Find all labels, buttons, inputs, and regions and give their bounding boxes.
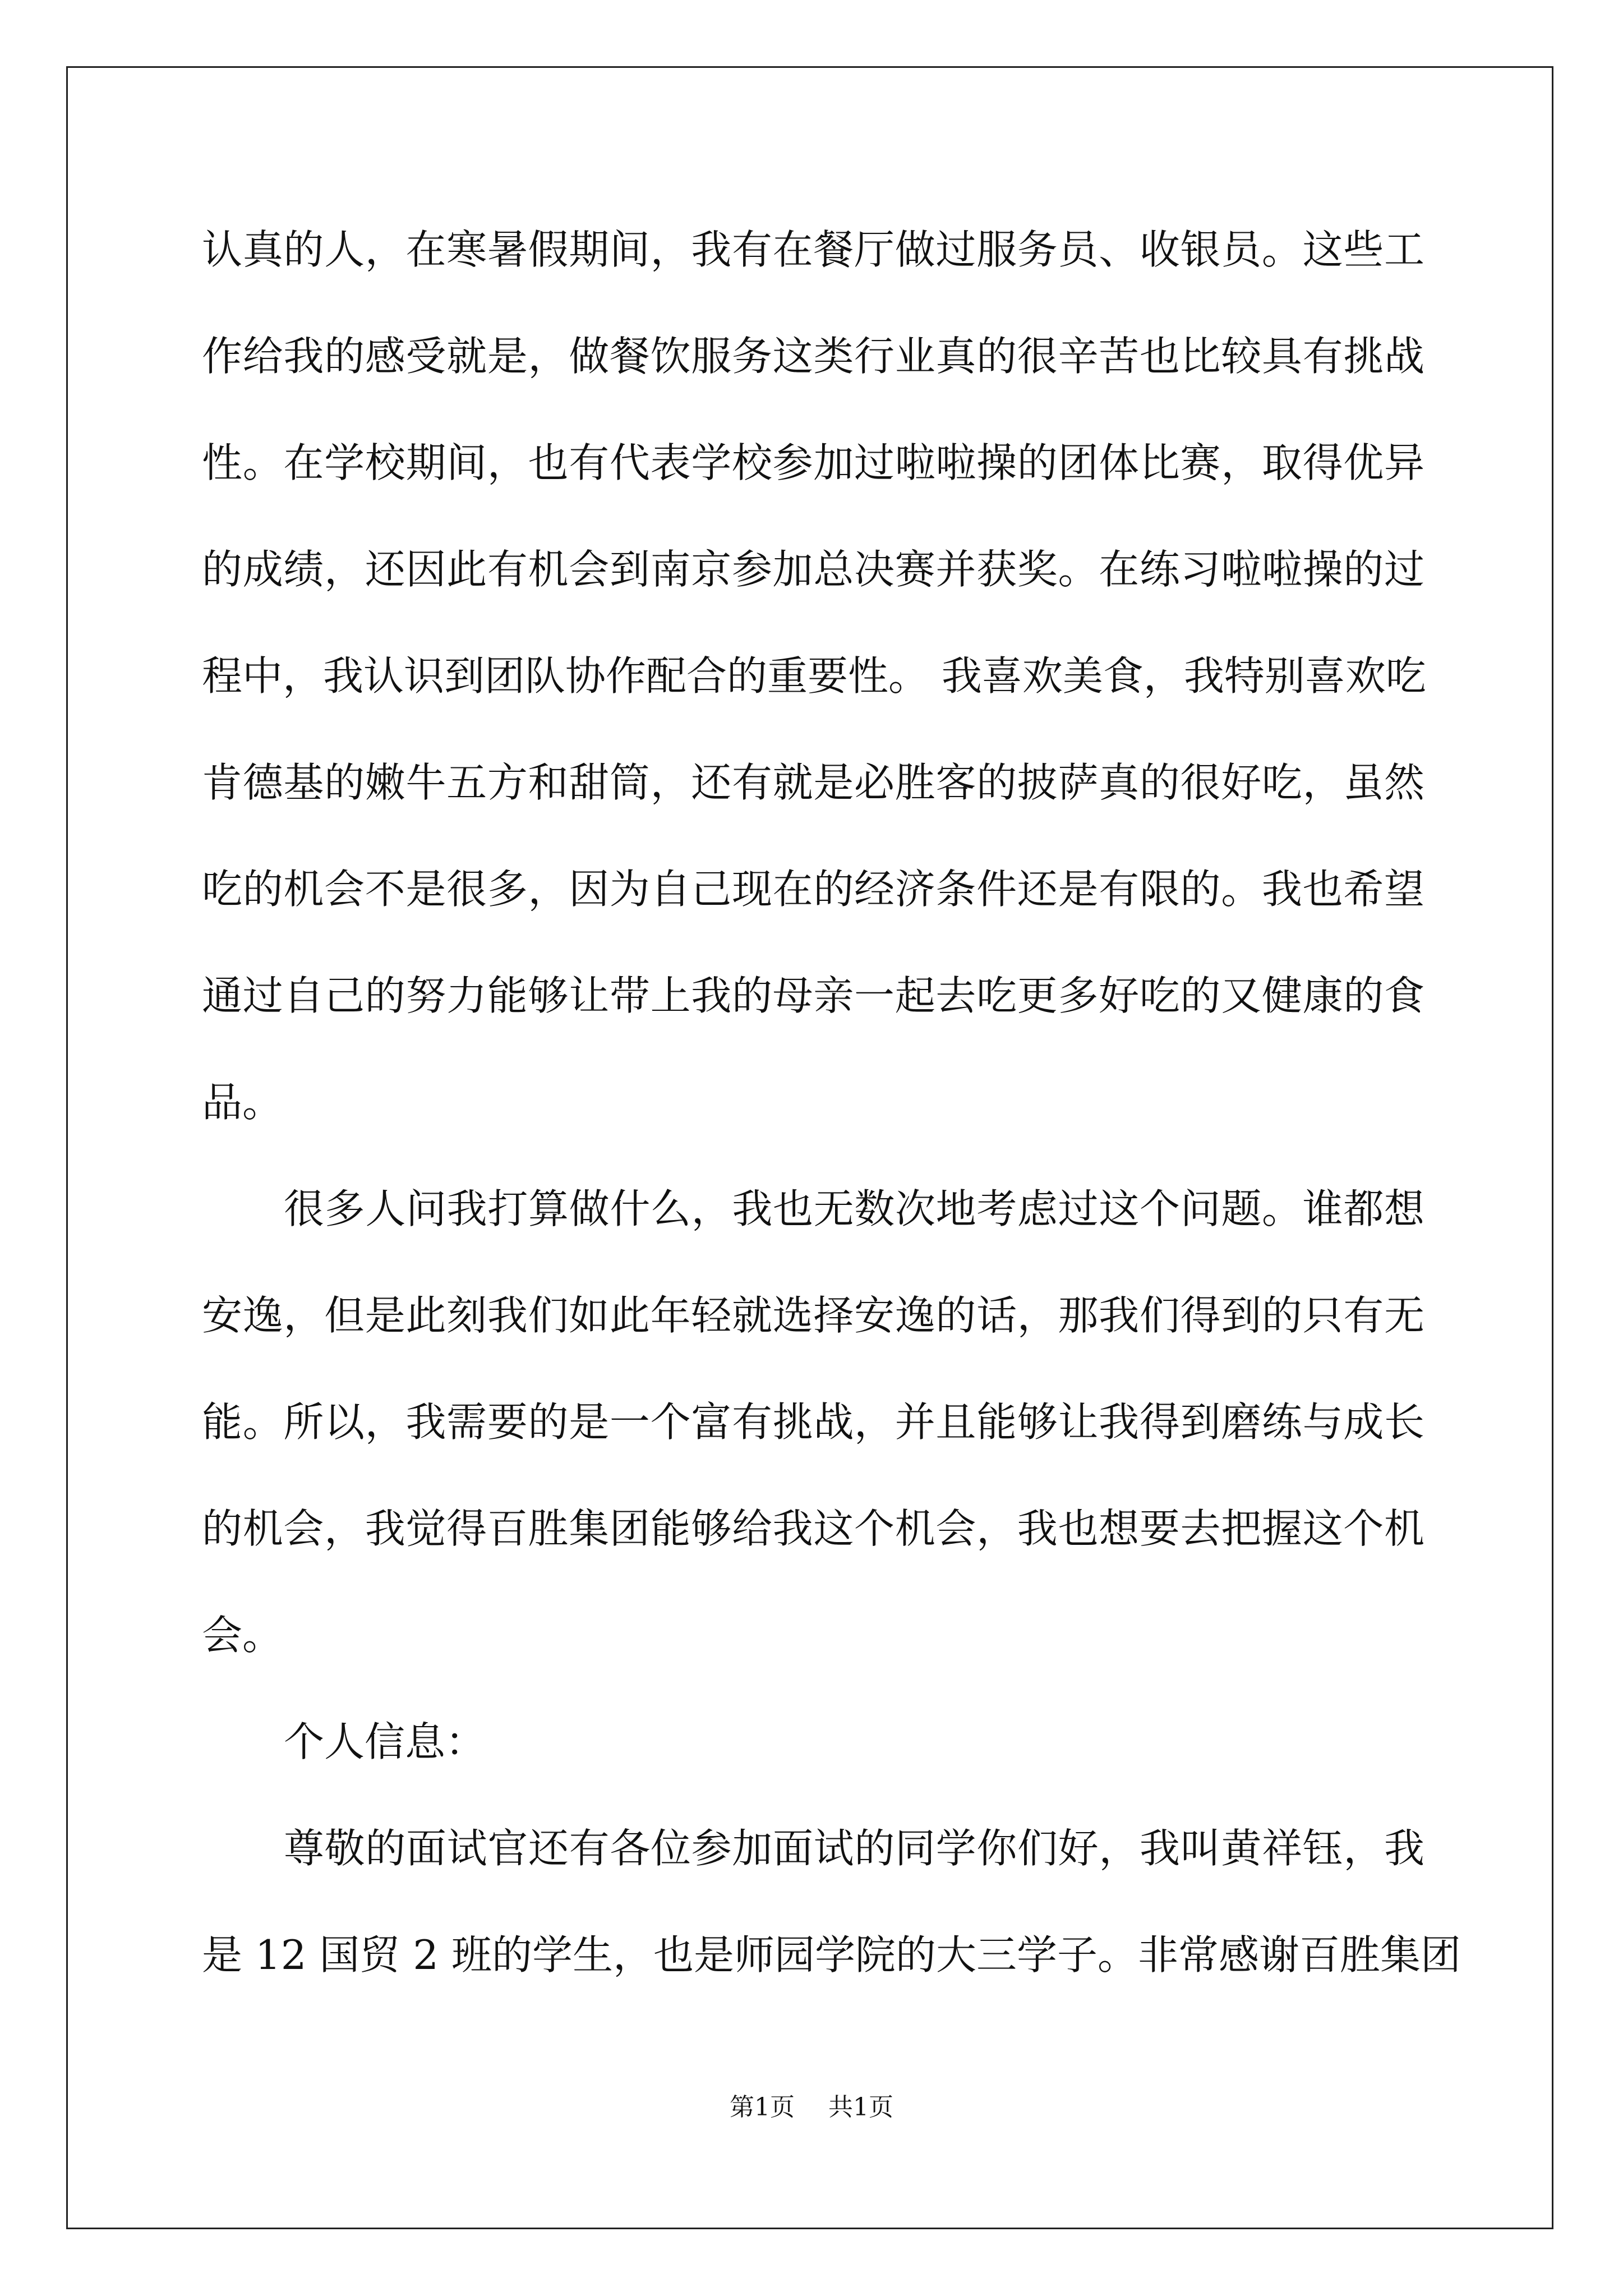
paragraph-line: 很多人问我打算做什么，我也无数次地考虑过这个问题。谁都想 — [284, 1185, 1424, 1232]
page-total: 共1页 — [828, 2093, 893, 2122]
paragraph-line: 性。在学校期间，也有代表学校参加过啦啦操的团体比赛，取得优异 — [202, 439, 1424, 486]
page-number: 第1页 — [730, 2093, 795, 2122]
paragraph-line: 尊敬的面试官还有各位参加面试的同学你们好，我叫黄祥钰，我 — [284, 1825, 1424, 1872]
document-body — [202, 196, 1461, 2008]
paragraph-line: 品。 — [202, 1079, 283, 1126]
paragraph-line: 会。 — [202, 1612, 283, 1659]
paragraph-line: 程中，我认识到团队协作配合的重要性。 我喜欢美食，我特别喜欢吃 — [202, 652, 1426, 700]
paragraph-line: 的机会，我觉得百胜集团能够给我这个机会，我也想要去把握这个机 — [202, 1505, 1424, 1552]
page-footer — [0, 2087, 1623, 2123]
paragraph-line: 认真的人，在寒暑假期间，我有在餐厅做过服务员、收银员。这些工 — [202, 226, 1424, 273]
paragraph-line: 通过自己的努力能够让带上我的母亲一起去吃更多好吃的又健康的食 — [202, 972, 1424, 1019]
paragraph-line: 作给我的感受就是，做餐饮服务这类行业真的很辛苦也比较具有挑战 — [202, 333, 1424, 380]
section-heading: 个人信息： — [284, 1718, 486, 1765]
paragraph-line: 肯德基的嫩牛五方和甜筒，还有就是必胜客的披萨真的很好吃，虽然 — [202, 759, 1424, 806]
paragraph-line: 能。所以，我需要的是一个富有挑战，并且能够让我得到磨练与成长 — [202, 1398, 1424, 1446]
paragraph-line: 安逸，但是此刻我们如此年轻就选择安逸的话，那我们得到的只有无 — [202, 1292, 1424, 1339]
paragraph-line: 的成绩，还因此有机会到南京参加总决赛并获奖。在练习啦啦操的过 — [202, 546, 1424, 593]
paragraph-line: 吃的机会不是很多，因为自己现在的经济条件还是有限的。我也希望 — [202, 866, 1424, 913]
paragraph-line: 是 12 国贸 2 班的学生，也是师园学院的大三学子。非常感谢百胜集团 — [202, 1931, 1461, 1978]
